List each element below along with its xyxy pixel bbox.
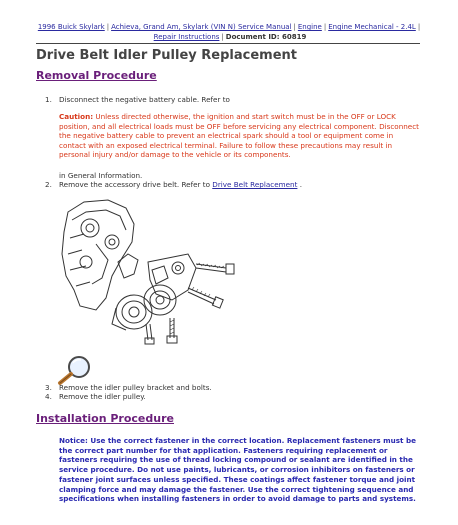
step-1 bbox=[45, 95, 230, 104]
breadcrumb-separator: | bbox=[221, 33, 224, 41]
caution-text: Unless directed otherwise, the ignition and start switch must be in the OFF or LOCK position, and all electrical loads must be OFF before servicing any electrical component. Disconnect the negative battery cable to prevent an electrical spark should a tool or equipment come in contact with an exposed electrical terminal. Failure to follow these precautions may result in personal injury and/or damage to the vehicle or its components. bbox=[59, 112, 419, 160]
header-rule bbox=[36, 43, 420, 44]
caution-label: Caution: bbox=[59, 112, 94, 121]
breadcrumb-separator: | bbox=[417, 23, 421, 31]
breadcrumb-link-vehicle[interactable]: 1996 Buick Skylark bbox=[37, 23, 105, 31]
step-text: Remove the idler pulley. bbox=[59, 392, 146, 401]
drive-belt-replacement-link[interactable]: Drive Belt Replacement bbox=[212, 180, 298, 189]
step-text: Remove the accessory drive belt. Refer to bbox=[59, 180, 213, 189]
document-id: Document ID: 60819 bbox=[225, 33, 307, 41]
breadcrumb-link-engine[interactable]: Engine bbox=[297, 23, 322, 31]
step-text: Disconnect the negative battery cable. Refer to bbox=[59, 95, 230, 104]
breadcrumb-separator: | bbox=[293, 23, 296, 31]
step-number: 4. bbox=[45, 392, 52, 401]
reference-text: in General Information. bbox=[59, 171, 143, 180]
step-text-suffix: . bbox=[297, 180, 302, 189]
notice-text: Use the correct fastener in the correct location. Replacement fasteners must be the correct part number for that application. Fasteners requiring replacement or fasteners requiring the use of thread locking compound or sealant are identified in the service procedure. Do not use paints, lubricants, or corrosion inhibitors on fasteners or fastener joint surfaces unless specified. These coatings affect fastener torque and joint clamping force and may damage the fastener. Use the correct tightening sequence and specifications when installing fasteners in order to avoid damage to parts and systems. bbox=[59, 436, 416, 504]
step-4 bbox=[45, 392, 146, 401]
engine-idler-pulley-illustration bbox=[56, 198, 256, 346]
breadcrumb-link-manual[interactable]: Achieva, Grand Am, Skylark (VIN N) Service Manual bbox=[111, 23, 292, 31]
step-number: 3. bbox=[45, 383, 52, 392]
notice-label: Notice: bbox=[59, 436, 88, 445]
notice-box bbox=[59, 436, 421, 504]
step-text: Remove the idler pulley bracket and bolts. bbox=[59, 383, 212, 392]
breadcrumb-separator: | bbox=[106, 23, 110, 31]
breadcrumb-link-repair-instructions[interactable]: Repair Instructions bbox=[153, 33, 220, 41]
step-number: 1. bbox=[45, 95, 52, 104]
breadcrumb-link-engine-mechanical[interactable]: Engine Mechanical - 2.4L bbox=[328, 23, 416, 31]
magnifier-icon[interactable] bbox=[55, 354, 97, 386]
installation-heading: Installation Procedure bbox=[36, 412, 174, 425]
breadcrumb-separator: | bbox=[323, 23, 327, 31]
step-number: 2. bbox=[45, 180, 52, 189]
caution-box bbox=[59, 112, 421, 160]
page-title: Drive Belt Idler Pulley Replacement bbox=[36, 48, 297, 63]
removal-heading: Removal Procedure bbox=[36, 69, 157, 82]
step-3 bbox=[45, 383, 212, 392]
step-2 bbox=[45, 180, 302, 189]
breadcrumb bbox=[30, 22, 430, 42]
